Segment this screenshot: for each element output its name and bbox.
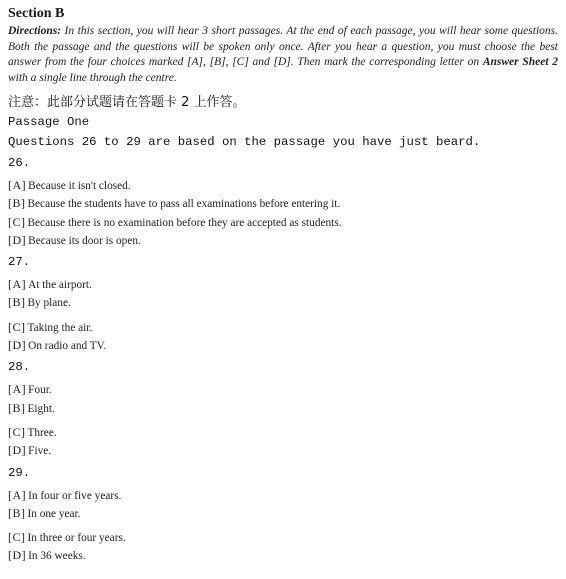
option-d	[8, 232, 558, 250]
option-letter: [C]	[8, 424, 26, 439]
option-b	[8, 195, 558, 213]
option-b	[8, 400, 558, 418]
option-letter: [D]	[8, 443, 27, 458]
question-27	[8, 254, 558, 355]
option-text: Taking the air.	[27, 321, 93, 334]
option-letter: [A]	[8, 178, 27, 192]
option-text: Because the students have to pass all examinations before entering it.	[27, 198, 341, 211]
option-text: Four.	[28, 384, 52, 397]
option-text: Because it isn't closed.	[28, 180, 131, 192]
section-title: Section B	[8, 6, 65, 21]
option-a	[8, 276, 558, 294]
directions-answer-sheet: Answer Sheet 2	[482, 56, 558, 68]
option-c	[8, 214, 558, 232]
directions-lead: Directions:	[8, 25, 62, 37]
option-text: Because its door is open.	[28, 234, 141, 247]
option-letter: [B]	[8, 196, 26, 211]
chinese-note: 注意：此部分试题请在答题卡 2 上作答。	[8, 95, 246, 110]
option-letter: [C]	[8, 319, 26, 334]
option-letter: [D]	[8, 548, 27, 563]
question-number: 27.	[8, 255, 31, 270]
passage-title: Passage One	[8, 115, 90, 129]
option-text: Eight.	[27, 402, 55, 415]
option-b	[8, 505, 558, 523]
option-letter: [D]	[8, 232, 27, 247]
passage-intro: Questions 26 to 29 are based on the passage you have just beard.	[8, 135, 481, 149]
option-a	[8, 487, 558, 505]
option-text: In one year.	[27, 507, 81, 520]
option-text: Because there is no examination before they are accepted as students.	[27, 216, 342, 229]
option-b	[8, 294, 558, 312]
option-a	[8, 177, 558, 195]
option-d	[8, 442, 558, 460]
option-a	[8, 381, 558, 399]
question-number: 26.	[8, 156, 31, 170]
option-letter: [A]	[8, 382, 27, 397]
directions-text-1: In this section, you will hear 3 short passages. At the end of each passage, you will hear some questions. Both the passage and the questions will be spoken only once. After you hear a question, you must choose the best answer from the four choices marked [A], [B], [C] and [D]. Then mark the corresponding letter on	[8, 25, 558, 68]
option-letter: [A]	[8, 487, 27, 502]
option-text: In 36 weeks.	[28, 550, 86, 563]
option-letter: [B]	[8, 295, 26, 310]
option-letter: [A]	[8, 277, 27, 292]
question-28	[8, 359, 558, 460]
option-text: Five.	[28, 445, 52, 458]
option-d	[8, 547, 558, 565]
option-text: In three or four years.	[27, 532, 126, 545]
option-text: Three.	[27, 426, 57, 439]
option-text: On radio and TV.	[28, 340, 107, 353]
directions-text-2: with a single line through the centre.	[8, 71, 177, 84]
question-number: 29.	[8, 465, 31, 480]
option-letter: [B]	[8, 505, 26, 520]
option-letter: [D]	[8, 338, 27, 353]
option-text: In four or five years.	[28, 489, 122, 502]
option-c	[8, 424, 558, 442]
question-26	[8, 155, 558, 250]
question-number: 28.	[8, 360, 31, 375]
question-29	[8, 465, 558, 566]
option-text: By plane.	[27, 297, 71, 310]
option-letter: [B]	[8, 400, 26, 415]
option-c	[8, 319, 558, 337]
option-letter: [C]	[8, 214, 26, 229]
option-text: At the airport.	[28, 279, 92, 292]
option-d	[8, 337, 558, 355]
option-letter: [C]	[8, 530, 26, 545]
option-c	[8, 529, 558, 547]
directions-paragraph	[8, 24, 558, 86]
